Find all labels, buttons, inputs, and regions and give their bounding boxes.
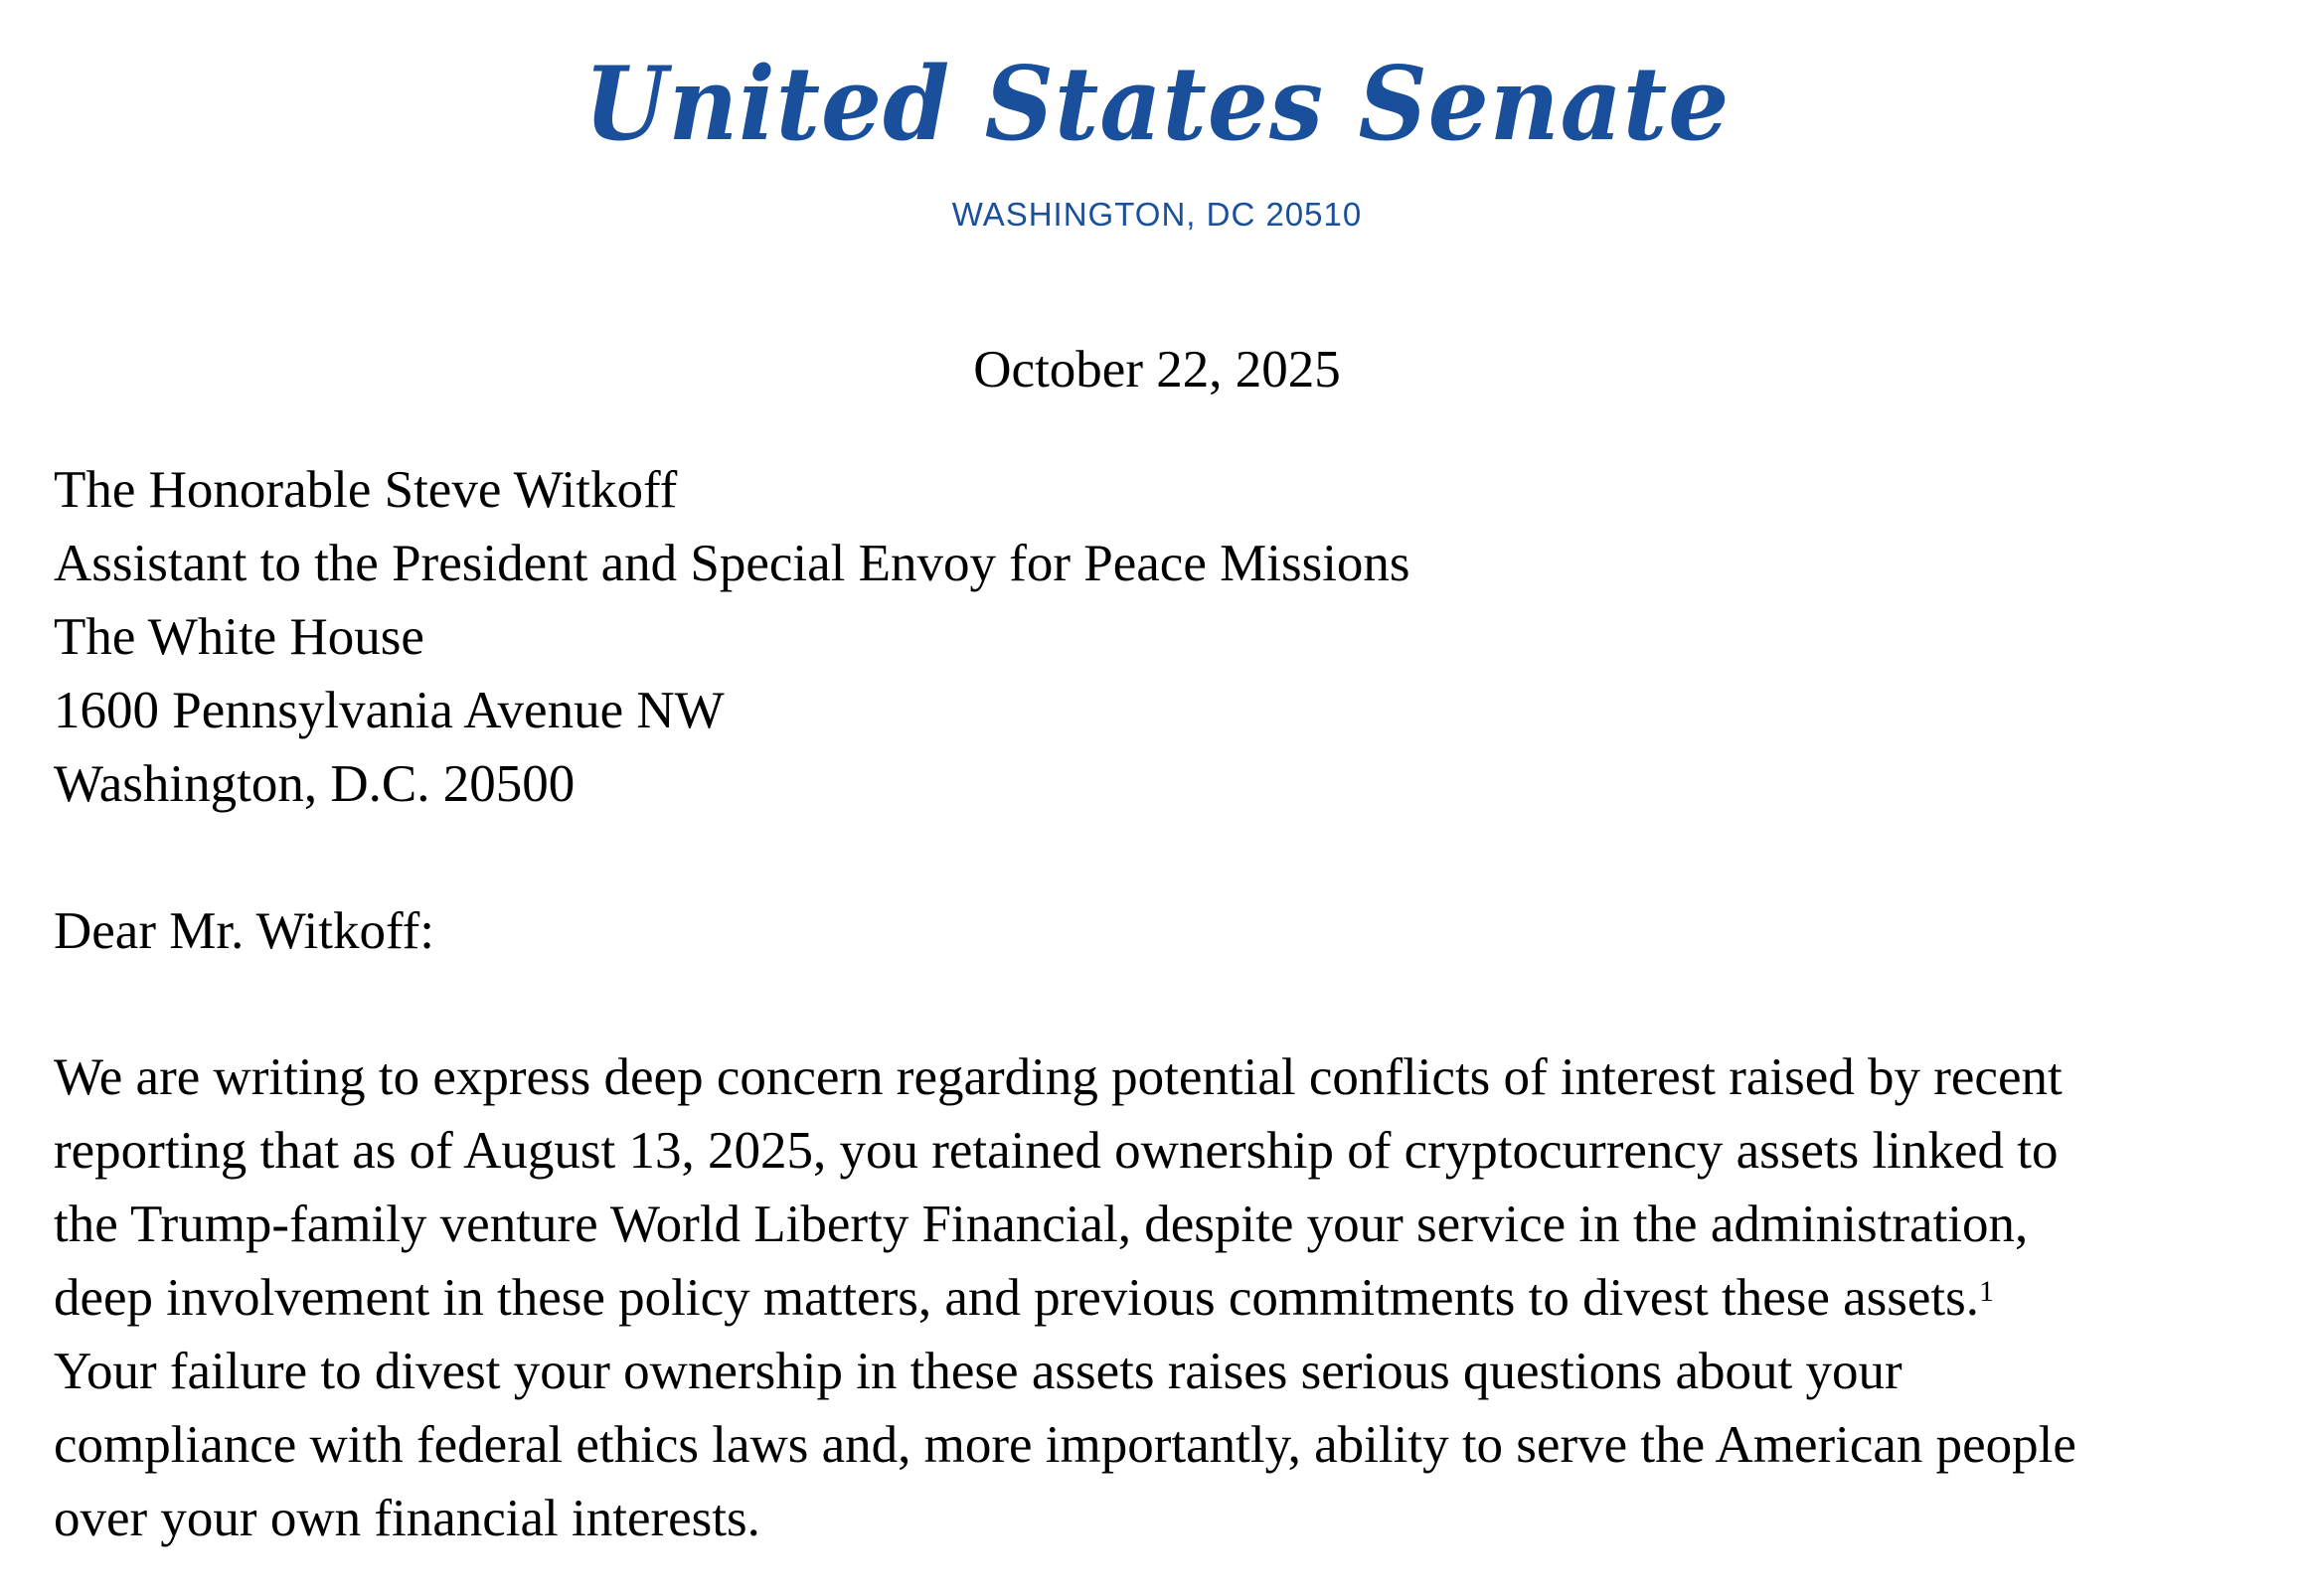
body-line: over your own financial interests. bbox=[54, 1490, 760, 1547]
letterhead-address: WASHINGTON, DC 20510 bbox=[951, 196, 1363, 233]
addressee-street: 1600 Pennsylvania Avenue NW bbox=[54, 682, 725, 739]
addressee-block bbox=[54, 453, 1410, 821]
addressee-office: The White House bbox=[54, 608, 424, 666]
salutation: Dear Mr. Witkoff: bbox=[54, 902, 435, 960]
body-line: deep involvement in these policy matters, and previous commitments to divest these assets. bbox=[54, 1269, 1980, 1327]
letterhead-title: United States Senate bbox=[583, 44, 1731, 164]
addressee-name: The Honorable Steve Witkoff bbox=[54, 461, 678, 519]
body-line: Your failure to divest your ownership in these assets raises serious questions about your bbox=[54, 1343, 1902, 1400]
footnote-marker: 1 bbox=[1979, 1275, 1995, 1308]
body-line: We are writing to express deep concern regarding potential conflicts of interest raised by recent bbox=[54, 1048, 2063, 1106]
body-line: the Trump-family venture World Liberty Financial, despite your service in the administration, bbox=[54, 1196, 2029, 1253]
addressee-position: Assistant to the President and Special Envoy for Peace Missions bbox=[54, 535, 1410, 592]
addressee-city: Washington, D.C. 20500 bbox=[54, 755, 576, 813]
letterhead bbox=[0, 44, 2314, 235]
body-line: reporting that as of August 13, 2025, you retained ownership of cryptocurrency assets linked to bbox=[54, 1122, 2059, 1180]
body-paragraph bbox=[54, 1040, 2270, 1555]
body-line-with-footnote bbox=[54, 1261, 2270, 1335]
letter-date: October 22, 2025 bbox=[973, 341, 1341, 399]
body-line: compliance with federal ethics laws and, more importantly, ability to serve the American people bbox=[54, 1416, 2076, 1474]
